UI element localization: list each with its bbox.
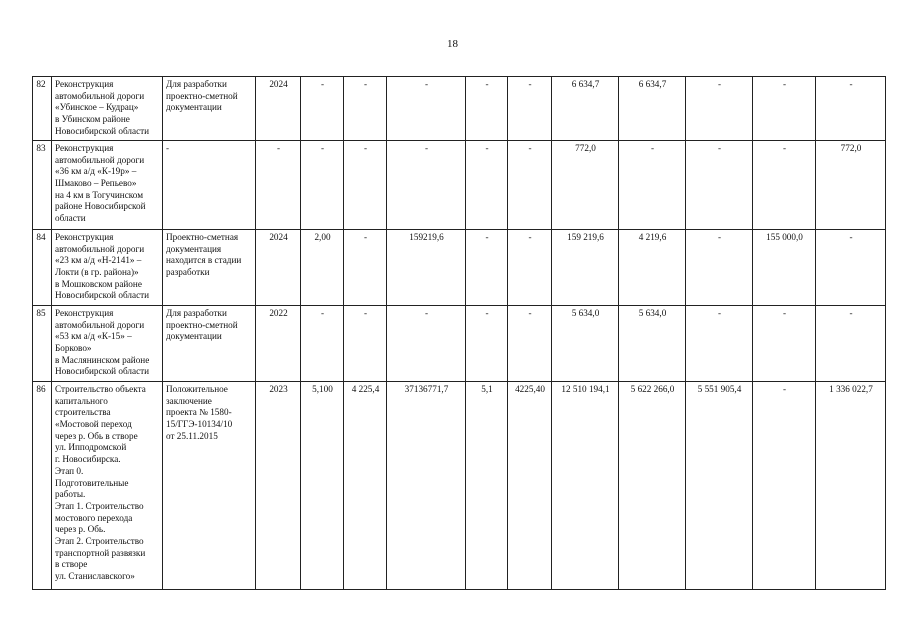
value-cell-7: 37136771,7 bbox=[387, 382, 466, 590]
value-cell-7: - bbox=[387, 306, 466, 382]
row-number-cell: 82 bbox=[33, 77, 52, 141]
object-name-cell: Строительство объекта капитального строительства «Мостовой переход через р. Обь в створе ул. Ипподромской г. Новосибирска. Этап 0. Подготовительные работы. Этап 1. Строительство мостового перехода через р. Обь. Этап 2. Строительство транспортной развязки в створе ул. Станиславского» bbox=[52, 382, 163, 590]
row-number-cell: 84 bbox=[33, 230, 52, 306]
year-cell: 2024 bbox=[256, 230, 301, 306]
value-cell-9: - bbox=[508, 77, 552, 141]
value-cell-9: - bbox=[508, 141, 552, 230]
table-row bbox=[33, 141, 886, 230]
documentation-status-cell: Проектно-сметная документация находится в стадии разработки bbox=[163, 230, 256, 306]
object-name-cell: Реконструкция автомобильной дороги «36 км а/д «К-19р» – Шмаково – Репьево» на 4 км в Тогучинском районе Новосибирской области bbox=[52, 141, 163, 230]
total-cost-cell: 5 634,0 bbox=[552, 306, 619, 382]
year-cell: 2024 bbox=[256, 77, 301, 141]
value-cell-8: - bbox=[466, 306, 508, 382]
value-cell-8: 5,1 bbox=[466, 382, 508, 590]
funding-cell-11: 6 634,7 bbox=[619, 77, 686, 141]
value-cell-8: - bbox=[466, 230, 508, 306]
table-row bbox=[33, 306, 886, 382]
value-cell-7: - bbox=[387, 77, 466, 141]
funding-cell-11: 5 634,0 bbox=[619, 306, 686, 382]
table-body bbox=[33, 77, 886, 590]
documentation-status-cell: Положительное заключение проекта № 1580- 15/ГГЭ-10134/10 от 25.11.2015 bbox=[163, 382, 256, 590]
row-number-cell: 85 bbox=[33, 306, 52, 382]
value-cell-5: - bbox=[301, 306, 344, 382]
value-cell-6: - bbox=[344, 77, 387, 141]
table-row bbox=[33, 382, 886, 590]
funding-cell-13: 155 000,0 bbox=[753, 230, 816, 306]
value-cell-5: 2,00 bbox=[301, 230, 344, 306]
funding-cell-14: 1 336 022,7 bbox=[816, 382, 886, 590]
funding-cell-12: - bbox=[686, 230, 753, 306]
funding-cell-12: - bbox=[686, 77, 753, 141]
value-cell-8: - bbox=[466, 77, 508, 141]
value-cell-9: - bbox=[508, 306, 552, 382]
funding-cell-11: 5 622 266,0 bbox=[619, 382, 686, 590]
funding-cell-12: - bbox=[686, 141, 753, 230]
row-number-cell: 86 bbox=[33, 382, 52, 590]
value-cell-7: 159219,6 bbox=[387, 230, 466, 306]
value-cell-6: - bbox=[344, 230, 387, 306]
funding-cell-13: - bbox=[753, 77, 816, 141]
object-name-cell: Реконструкция автомобильной дороги «23 км а/д «Н-2141» – Локти (в гр. района)» в Мошковском районе Новосибирской области bbox=[52, 230, 163, 306]
documentation-status-cell: - bbox=[163, 141, 256, 230]
year-cell: 2023 bbox=[256, 382, 301, 590]
funding-cell-12: - bbox=[686, 306, 753, 382]
value-cell-6: - bbox=[344, 306, 387, 382]
objects-table bbox=[32, 76, 886, 590]
table-row bbox=[33, 77, 886, 141]
total-cost-cell: 12 510 194,1 bbox=[552, 382, 619, 590]
value-cell-8: - bbox=[466, 141, 508, 230]
funding-cell-13: - bbox=[753, 141, 816, 230]
funding-cell-11: - bbox=[619, 141, 686, 230]
funding-cell-14: - bbox=[816, 230, 886, 306]
funding-cell-11: 4 219,6 bbox=[619, 230, 686, 306]
row-number-cell: 83 bbox=[33, 141, 52, 230]
funding-cell-13: - bbox=[753, 306, 816, 382]
documentation-status-cell: Для разработки проектно-сметной документации bbox=[163, 306, 256, 382]
value-cell-5: - bbox=[301, 141, 344, 230]
funding-cell-12: 5 551 905,4 bbox=[686, 382, 753, 590]
page-number: 18 bbox=[447, 38, 458, 50]
total-cost-cell: 6 634,7 bbox=[552, 77, 619, 141]
year-cell: - bbox=[256, 141, 301, 230]
funding-cell-13: - bbox=[753, 382, 816, 590]
object-name-cell: Реконструкция автомобильной дороги «Убинское – Кудрац» в Убинском районе Новосибирской области bbox=[52, 77, 163, 141]
funding-cell-14: - bbox=[816, 306, 886, 382]
value-cell-5: 5,100 bbox=[301, 382, 344, 590]
value-cell-5: - bbox=[301, 77, 344, 141]
total-cost-cell: 159 219,6 bbox=[552, 230, 619, 306]
table-row bbox=[33, 230, 886, 306]
object-name-cell: Реконструкция автомобильной дороги «53 км а/д «К-15» – Борково» в Маслянинском районе Новосибирской области bbox=[52, 306, 163, 382]
funding-cell-14: 772,0 bbox=[816, 141, 886, 230]
total-cost-cell: 772,0 bbox=[552, 141, 619, 230]
documentation-status-cell: Для разработки проектно-сметной документации bbox=[163, 77, 256, 141]
value-cell-6: 4 225,4 bbox=[344, 382, 387, 590]
funding-cell-14: - bbox=[816, 77, 886, 141]
value-cell-6: - bbox=[344, 141, 387, 230]
value-cell-7: - bbox=[387, 141, 466, 230]
value-cell-9: 4225,40 bbox=[508, 382, 552, 590]
year-cell: 2022 bbox=[256, 306, 301, 382]
value-cell-9: - bbox=[508, 230, 552, 306]
